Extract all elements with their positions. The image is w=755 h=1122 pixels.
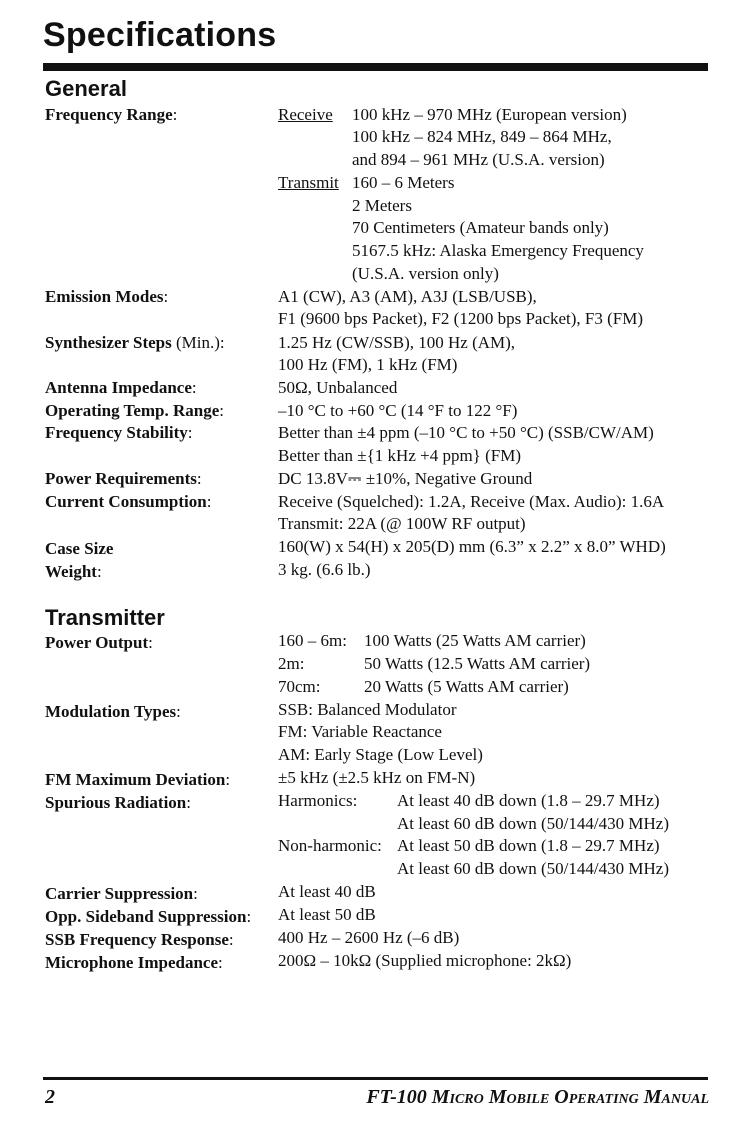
synth-line: 1.25 Hz (CW/SSB), 100 Hz (AM), [278,333,516,352]
label-case-size: Case Size [45,539,114,558]
emission-line: F1 (9600 bps Packet), F2 (1200 bps Packet), F3 (FM) [278,309,644,328]
label-frequency-range: Frequency Range: [45,105,178,124]
stability-line: Better than ±4 ppm (–10 °C to +50 °C) (SSB/CW/AM) [278,423,654,442]
transmit-line: 5167.5 kHz: Alaska Emergency Frequency [352,241,644,260]
current-line: Transmit: 22A (@ 100W RF output) [278,514,526,533]
label-mic-impedance: Microphone Impedance: [45,953,223,972]
label-antenna-impedance: Antenna Impedance: [45,378,197,397]
transmit-line: 70 Centimeters (Amateur bands only) [352,218,609,237]
ssbresp-value: 400 Hz – 2600 Hz (–6 dB) [278,928,460,947]
power-value: DC 13.8V⎓ ±10%, Negative Ground [278,469,533,488]
transmit-sublabel: Transmit [278,173,339,192]
nonharmonic-sublabel: Non-harmonic: [278,836,382,855]
label-current-consumption: Current Consumption: [45,492,212,511]
modulation-line: SSB: Balanced Modulator [278,700,457,719]
transmit-line: (U.S.A. version only) [352,264,499,283]
harmonics-line: At least 60 dB down (50/144/430 MHz) [397,814,669,833]
modulation-line: AM: Early Stage (Low Level) [278,745,483,764]
modulation-line: FM: Variable Reactance [278,722,442,741]
temp-value: –10 °C to +60 °C (14 °F to 122 °F) [278,401,518,420]
receive-line: and 894 – 961 MHz (U.S.A. version) [352,150,605,169]
stability-line: Better than ±{1 kHz +4 ppm} (FM) [278,446,521,465]
footer-rule [43,1077,708,1080]
output-band: 2m: [278,654,305,673]
emission-line: A1 (CW), A3 (AM), A3J (LSB/USB), [278,287,537,306]
page-title: Specifications [43,16,277,54]
opp-value: At least 50 dB [278,905,376,924]
receive-sublabel: Receive [278,105,333,124]
weight-value: 3 kg. (6.6 lb.) [278,560,371,579]
label-synthesizer-steps: Synthesizer Steps (Min.): [45,333,225,352]
label-frequency-stability: Frequency Stability: [45,423,193,442]
label-fm-max-deviation: FM Maximum Deviation: [45,770,231,789]
output-band: 160 – 6m: [278,631,347,650]
label-modulation-types: Modulation Types: [45,702,181,721]
output-band: 70cm: [278,677,321,696]
receive-line: 100 kHz – 824 MHz, 849 – 864 MHz, [352,127,612,146]
output-value: 20 Watts (5 Watts AM carrier) [364,677,569,696]
label-opp-sideband: Opp. Sideband Suppression: [45,907,252,926]
label-spurious-radiation: Spurious Radiation: [45,793,191,812]
title-rule [43,63,708,71]
label-weight: Weight: [45,562,102,581]
transmit-line: 160 – 6 Meters [352,173,455,192]
section-heading-transmitter: Transmitter [45,605,165,630]
harmonics-line: At least 40 dB down (1.8 – 29.7 MHz) [397,791,660,810]
label-power-requirements: Power Requirements: [45,469,202,488]
nonharmonic-line: At least 60 dB down (50/144/430 MHz) [397,859,669,878]
current-line: Receive (Squelched): 1.2A, Receive (Max. Audio): 1.6A [278,492,665,511]
synth-line: 100 Hz (FM), 1 kHz (FM) [278,355,458,374]
section-heading-general: General [45,76,127,101]
label-ssb-freq-response: SSB Frequency Response: [45,930,234,949]
deviation-value: ±5 kHz (±2.5 kHz on FM-N) [278,768,476,787]
carrier-value: At least 40 dB [278,882,376,901]
output-value: 50 Watts (12.5 Watts AM carrier) [364,654,591,673]
transmit-line: 2 Meters [352,196,412,215]
page-number: 2 [45,1086,55,1108]
nonharmonic-line: At least 50 dB down (1.8 – 29.7 MHz) [397,836,660,855]
label-emission-modes: Emission Modes: [45,287,169,306]
mic-value: 200Ω – 10kΩ (Supplied microphone: 2kΩ) [278,951,572,970]
label-power-output: Power Output: [45,633,153,652]
manual-title: FT-100 Micro Mobile Operating Manual [366,1086,709,1108]
case-value: 160(W) x 54(H) x 205(D) mm (6.3” x 2.2” x 8.0” WHD) [278,537,666,556]
output-value: 100 Watts (25 Watts AM carrier) [364,631,586,650]
harmonics-sublabel: Harmonics: [278,791,358,810]
label-carrier-suppression: Carrier Suppression: [45,884,198,903]
label-operating-temp: Operating Temp. Range: [45,401,225,420]
receive-line: 100 kHz – 970 MHz (European version) [352,105,627,124]
antenna-value: 50Ω, Unbalanced [278,378,398,397]
